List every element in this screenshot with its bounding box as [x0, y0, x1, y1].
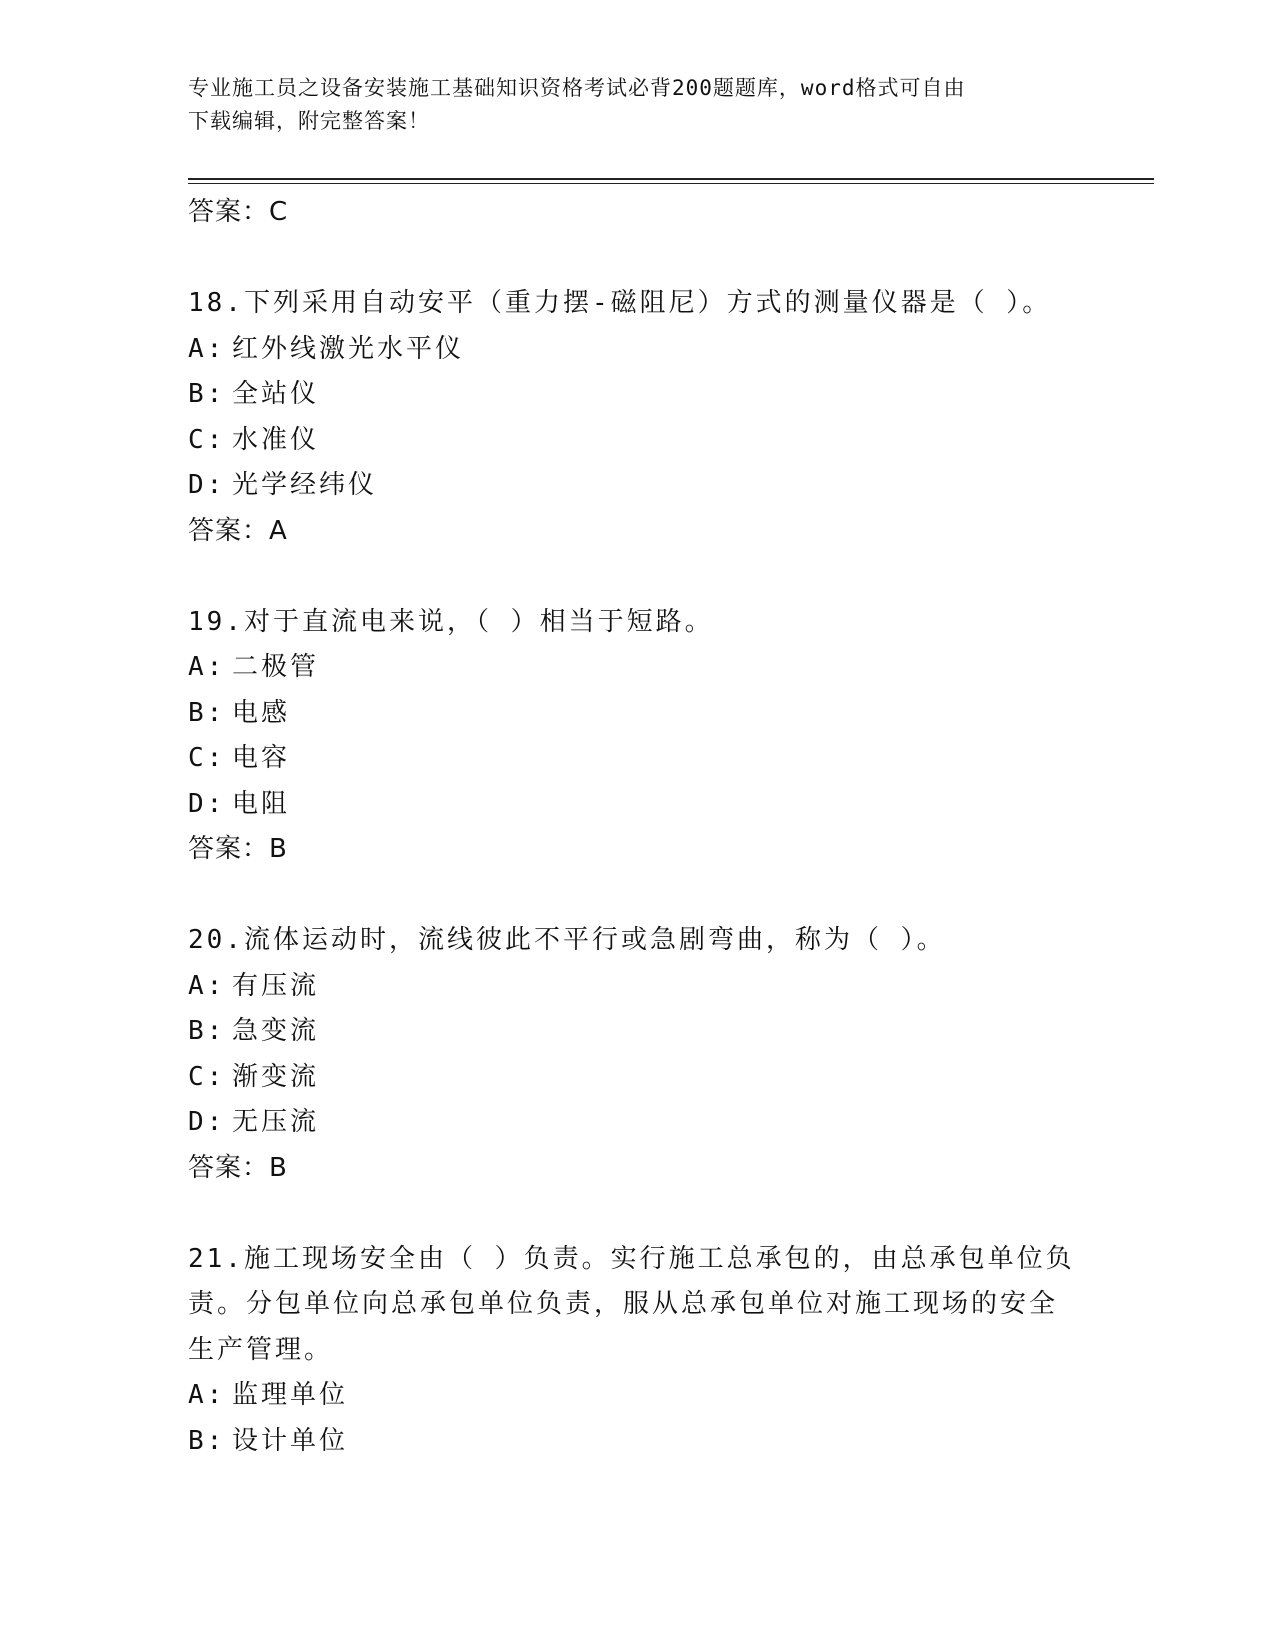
option-a [188, 645, 1088, 691]
option-d [188, 782, 1088, 828]
option-key: A: [188, 333, 226, 364]
question-21 [188, 1237, 1088, 1465]
option-key: D: [188, 1107, 226, 1137]
option-b [188, 691, 1088, 737]
option-a [188, 327, 1088, 373]
question-stem: 20.流体运动时，流线彼此不平行或急剧弯曲，称为（ ）。 [188, 925, 946, 955]
option-text: 光学经纬仪 [232, 470, 378, 500]
option-c [188, 736, 1088, 782]
option-key: C: [188, 424, 226, 455]
option-text: 设计单位 [232, 1425, 349, 1456]
option-text: 电感 [232, 697, 291, 728]
question-19 [188, 600, 1088, 873]
question-20 [188, 918, 1088, 1191]
header-divider-thick [188, 178, 1154, 180]
option-text: 红外线激光水平仪 [232, 333, 465, 364]
option-key: B: [188, 379, 226, 409]
header-line-1: 专业施工员之设备安装施工基础知识资格考试必背200题题库，word格式可自由 [188, 76, 966, 100]
question-18 [188, 281, 1088, 554]
answer-label: 答案：B [188, 834, 288, 864]
answer-label: 答案：B [188, 1152, 288, 1183]
answer-label: 答案：C [188, 197, 289, 227]
option-key: B: [188, 697, 226, 728]
question-stem: 18.下列采用自动安平（重力摆-磁阻尼）方式的测量仪器是（ ）。 [188, 288, 1052, 318]
option-key: A: [188, 652, 226, 682]
option-key: B: [188, 1016, 226, 1046]
option-text: 急变流 [232, 1016, 320, 1046]
option-key: C: [188, 1061, 226, 1092]
question-stem: 19.对于直流电来说，（ ）相当于短路。 [188, 606, 714, 637]
question-stem-line-3: 生产管理。 [188, 1334, 334, 1365]
option-text: 电容 [232, 743, 291, 773]
question-stem-line-1: 21.施工现场安全由（ ）负责。实行施工总承包的，由总承包单位负 [188, 1243, 1075, 1274]
option-text: 电阻 [232, 788, 291, 819]
option-key: C: [188, 743, 226, 773]
option-text: 监理单位 [232, 1380, 349, 1410]
option-d [188, 1100, 1088, 1146]
option-b [188, 372, 1088, 418]
option-text: 渐变流 [232, 1061, 320, 1092]
page-header [188, 72, 1088, 138]
option-text: 二极管 [232, 652, 320, 682]
question-stem-line-2: 责。分包单位向总承包单位负责，服从总承包单位对施工现场的安全 [188, 1289, 1059, 1319]
option-key: B: [188, 1425, 226, 1456]
header-divider-thin [188, 183, 1154, 184]
answer-label: 答案：A [188, 515, 288, 546]
option-text: 有压流 [232, 970, 320, 1001]
option-a [188, 1373, 1088, 1419]
header-line-2: 下载编辑，附完整答案！ [188, 109, 430, 133]
option-key: A: [188, 970, 226, 1001]
option-c [188, 1055, 1088, 1101]
option-key: D: [188, 470, 226, 500]
option-a [188, 964, 1088, 1010]
document-body [188, 190, 1088, 1464]
option-b [188, 1009, 1088, 1055]
option-b [188, 1419, 1088, 1465]
option-text: 无压流 [232, 1107, 320, 1137]
option-d [188, 463, 1088, 509]
option-text: 水准仪 [232, 424, 320, 455]
option-key: D: [188, 788, 226, 819]
option-text: 全站仪 [232, 379, 320, 409]
option-key: A: [188, 1380, 226, 1410]
option-c [188, 418, 1088, 464]
